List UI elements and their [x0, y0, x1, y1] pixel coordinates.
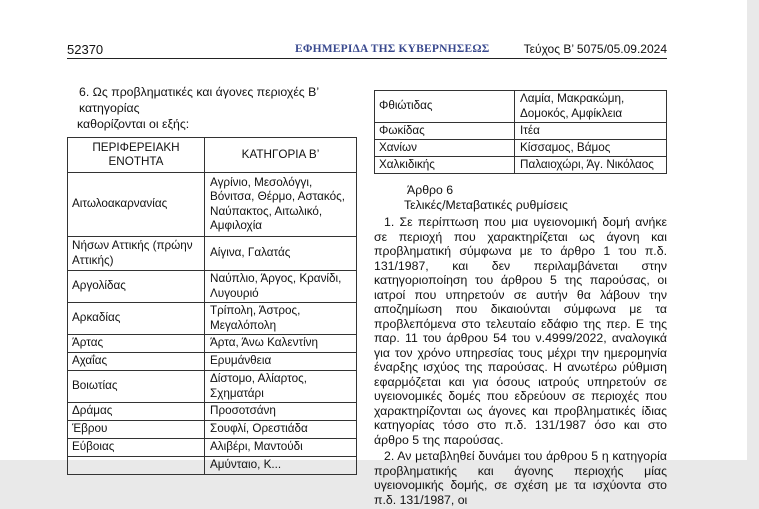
section-intro	[67, 84, 358, 132]
table-row	[68, 353, 357, 371]
page-number: 52370	[67, 42, 104, 57]
article-6	[374, 183, 667, 509]
region-cell: Φωκίδας	[375, 123, 515, 140]
table-row	[68, 303, 357, 335]
intro-line-1: 6. Ως προβληματικές και άγονες περιοχές Β’ κατηγορίας	[79, 85, 319, 115]
region-cell: Αργολίδας	[68, 271, 205, 303]
issue-number: Τεύχος Β’ 5075/05.09.2024	[523, 42, 667, 56]
table-row	[375, 91, 667, 123]
areas-cell: Προσοτσάνη	[205, 403, 357, 421]
region-cell: Χαλκιδικής	[375, 157, 515, 174]
table-row	[68, 439, 357, 457]
region-cell: Εύβοιας	[68, 439, 205, 457]
region-cell: Αρκαδίας	[68, 303, 205, 335]
column-header-region: ΠΕΡΙΦΕΡΕΙΑΚΗ ΕΝΟΤΗΤΑ	[68, 138, 205, 173]
table-row	[68, 271, 357, 303]
region-cell: Άρτας	[68, 335, 205, 353]
areas-cell: Αλιβέρι, Μαντούδι	[205, 439, 357, 457]
right-column	[374, 90, 667, 174]
areas-cell: Ναύπλιο, Άργος, Κρανίδι, Λυγουριό	[205, 271, 357, 303]
table-row	[68, 403, 357, 421]
article-heading: Άρθρο 6	[407, 183, 454, 197]
areas-cell: Παλαιοχώρι, Άγ. Νικόλαος	[515, 157, 667, 174]
areas-cell: Ιτέα	[515, 123, 667, 140]
category-b-table	[67, 137, 357, 475]
region-cell: Βοιωτίας	[68, 371, 205, 403]
table-header-row	[68, 138, 357, 173]
region-cell: Έβρου	[68, 421, 205, 439]
areas-cell: Δίστομο, Αλίαρτος, Σχηματάρι	[205, 371, 357, 403]
areas-cell: Λαμία, Μακρακώμη, Δομοκός, Αμφίκλεια	[515, 91, 667, 123]
region-cell: Αιτωλοακαρνανίας	[68, 173, 205, 237]
table-row	[68, 421, 357, 439]
article-subheading: Τελικές/Μεταβατικές ρυθμίσεις	[404, 197, 568, 212]
table-row	[68, 457, 357, 475]
region-cell: Φθιώτιδας	[375, 91, 515, 123]
areas-cell: Αγρίνιο, Μεσολόγγι, Βόνιτσα, Θέρμο, Αστακός, Ναύπακτος, Αιτωλικό, Αμφιλοχία	[205, 173, 357, 237]
table-row	[68, 335, 357, 353]
left-column	[67, 84, 358, 475]
table-row	[68, 237, 357, 271]
paragraph-2: 2. Αν μεταβληθεί δυνάμει του άρθρου 5 η κατηγορία προβληματικής και άγονης περιοχής μίας υγειονομικής δομής, σε σχέση με τα ισχύοντα στο π.δ. 131/1987, οι	[374, 449, 667, 507]
areas-cell: Αμύνταιο, Κ...	[205, 457, 357, 475]
region-cell: Χανίων	[375, 140, 515, 157]
areas-cell: Ερυμάνθεια	[205, 353, 357, 371]
category-b-table-continued	[374, 90, 667, 174]
areas-cell: Άρτα, Άνω Καλεντίνη	[205, 335, 357, 353]
region-cell	[68, 457, 205, 475]
intro-line-2: καθορίζονται οι εξής:	[77, 117, 190, 131]
areas-cell: Τρίπολη, Άστρος, Μεγαλόπολη	[205, 303, 357, 335]
paragraph-1: 1. Σε περίπτωση που μια υγειονομική δομή ανήκε σε περιοχή που χαρακτηρίζεται ως άγονη και προβληματική σύμφωνα με το άρθρο 1 του π.δ. 131/1987, και δεν περιλαμβάνεται στην κατηγοριοποίηση του άρθρου 5 της παρούσας, οι ιατροί που υπηρετούν σε αυτήν θα λάβουν την αποζημίωση που δικαιούνται σύμφωνα με τα προβλεπόμενα στο τελευταίο εδάφιο της περ. Ε της παρ. 11 του άρθρου 54 του ν.4999/2022, αναλογικά για τον χρόνο υπηρεσίας τους μέχρι την ημερομηνία έναρξης ισχύος της παρούσας. Η ανωτέρω ρύθμιση εφαρμόζεται και για όσους ιατρούς υπηρετούν σε υγειονομικές δομές που εδρεύουν σε περιοχές που χαρακτηρίζονται ως άγονες και προβληματικές ίδιας κατηγορίας τόσο στο π.δ. 131/1987 όσο και στο άρθρο 5 της παρούσας.	[374, 215, 667, 447]
table-row	[375, 157, 667, 174]
table-row	[375, 123, 667, 140]
areas-cell: Κίσσαμος, Βάμος	[515, 140, 667, 157]
region-cell: Αχαΐας	[68, 353, 205, 371]
table-row	[375, 140, 667, 157]
gazette-title: ΕΦΗΜΕΡΙΔΑ ΤΗΣ ΚΥΒΕΡΝΗΣΕΩΣ	[295, 43, 490, 55]
table-row	[68, 173, 357, 237]
table-row	[68, 371, 357, 403]
areas-cell: Σουφλί, Ορεστιάδα	[205, 421, 357, 439]
column-header-category: ΚΑΤΗΓΟΡΙΑ Β’	[205, 138, 357, 173]
header-rule	[67, 58, 667, 59]
areas-cell: Αίγινα, Γαλατάς	[205, 237, 357, 271]
region-cell: Δράμας	[68, 403, 205, 421]
region-cell: Νήσων Αττικής (πρώην Αττικής)	[68, 237, 205, 271]
